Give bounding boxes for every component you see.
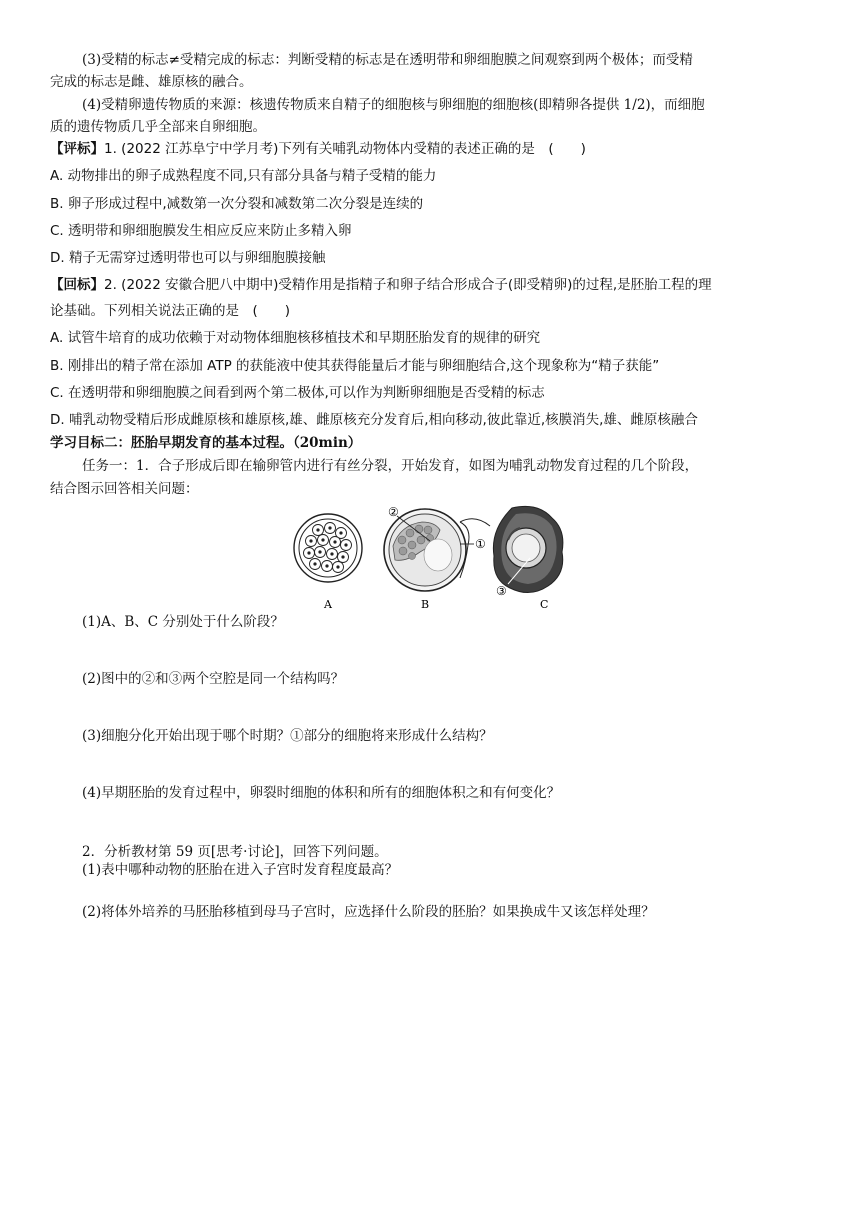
question-2-tag: 【回标】	[50, 277, 104, 293]
task-1-question-2: (2)图中的②和③两个空腔是同一个结构吗？	[82, 671, 345, 687]
marker-2-label: ②	[388, 505, 399, 519]
embryo-stages-figure	[290, 500, 570, 615]
task-2-heading: 2．分析教材第 59 页[思考·讨论]，回答下列问题。	[82, 844, 388, 860]
learning-objective-2: 学习目标二：胚胎早期发育的基本过程。（20min）	[50, 435, 362, 451]
task-1-line-1: 任务一：1．合子形成后即在输卵管内进行有丝分裂，开始发育，如图为哺乳动物发育过程的几个阶段，	[82, 458, 699, 474]
question-1-tag: 【评标】	[50, 141, 104, 157]
question-2-option-b: B. 刚排出的精子常在添加 ATP 的获能液中使其获得能量后才能与卵细胞结合,这个现象称为“精子获能”	[50, 358, 660, 374]
task-2-question-1: (1)表中哪种动物的胚胎在进入子宫时发育程度最高？	[82, 862, 399, 878]
task-1-question-3: (3)细胞分化开始出现于哪个时期？①部分的细胞将来形成什么结构？	[82, 728, 493, 744]
question-1-stem	[50, 139, 820, 159]
note-4-line-1: (4)受精卵遗传物质的来源：核遗传物质来自精子的细胞核与卵细胞的细胞核(即精卵各提供 1/2)，而细胞	[82, 97, 705, 113]
question-1-option-a: A. 动物排出的卵子成熟程度不同,只有部分具备与精子受精的能力	[50, 168, 437, 184]
marker-1-label: ①	[475, 537, 486, 551]
question-2-text: 2. (2022 安徽合肥八中期中)受精作用是指精子和卵子结合形成合子(即受精卵)的过程,是胚胎工程的理	[104, 277, 712, 293]
question-2-option-d: D. 哺乳动物受精后形成雌原核和雄原核,雄、雌原核充分发育后,相向移动,彼此靠近,核膜消失,雄、雌原核融合	[50, 412, 698, 428]
figure-label-c: C	[540, 598, 549, 611]
question-2-option-c: C. 在透明带和卵细胞膜之间看到两个第二极体,可以作为判断卵细胞是否受精的标志	[50, 385, 545, 401]
question-1-text: 1. (2022 江苏阜宁中学月考)下列有关哺乳动物体内受精的表述正确的是 ( )	[104, 141, 586, 157]
task-1-line-2: 结合图示回答相关问题：	[50, 481, 199, 497]
note-4-line-2: 质的遗传物质几乎全部来自卵细胞。	[50, 119, 266, 135]
task-1-question-4: (4)早期胚胎的发育过程中，卵裂时细胞的体积和所有的细胞体积之和有何变化？	[82, 785, 561, 801]
task-1-question-1: (1)A、B、C 分别处于什么阶段？	[82, 614, 284, 630]
marker-3-label: ③	[496, 584, 507, 598]
figure-label-a: A	[324, 598, 332, 611]
figure-label-b: B	[421, 598, 430, 611]
question-1-option-b: B. 卵子形成过程中,减数第一次分裂和减数第二次分裂是连续的	[50, 196, 424, 212]
question-2-option-a: A. 试管牛培育的成功依赖于对动物体细胞核移植技术和早期胚胎发育的规律的研究	[50, 330, 541, 346]
question-2-stem-line-1	[50, 275, 820, 295]
note-3-line-1: (3)受精的标志≠受精完成的标志：判断受精的标志是在透明带和卵细胞膜之间观察到两个极体；而受精	[82, 52, 693, 68]
task-2-question-2: (2)将体外培养的马胚胎移植到母马子宫时，应选择什么阶段的胚胎？如果换成牛又该怎样处理？	[82, 904, 655, 920]
question-1-option-c: C. 透明带和卵细胞膜发生相应反应来防止多精入卵	[50, 223, 352, 239]
blastocyst-diagram	[384, 505, 490, 591]
note-3-line-2: 完成的标志是雌、雄原核的融合。	[50, 74, 253, 90]
hatched-blastocyst-diagram	[493, 506, 563, 598]
question-1-option-d: D. 精子无需穿过透明带也可以与卵细胞膜接触	[50, 250, 326, 266]
question-2-stem-line-2: 论基础。下列相关说法正确的是 ( )	[50, 303, 291, 319]
morula-diagram	[294, 514, 362, 582]
